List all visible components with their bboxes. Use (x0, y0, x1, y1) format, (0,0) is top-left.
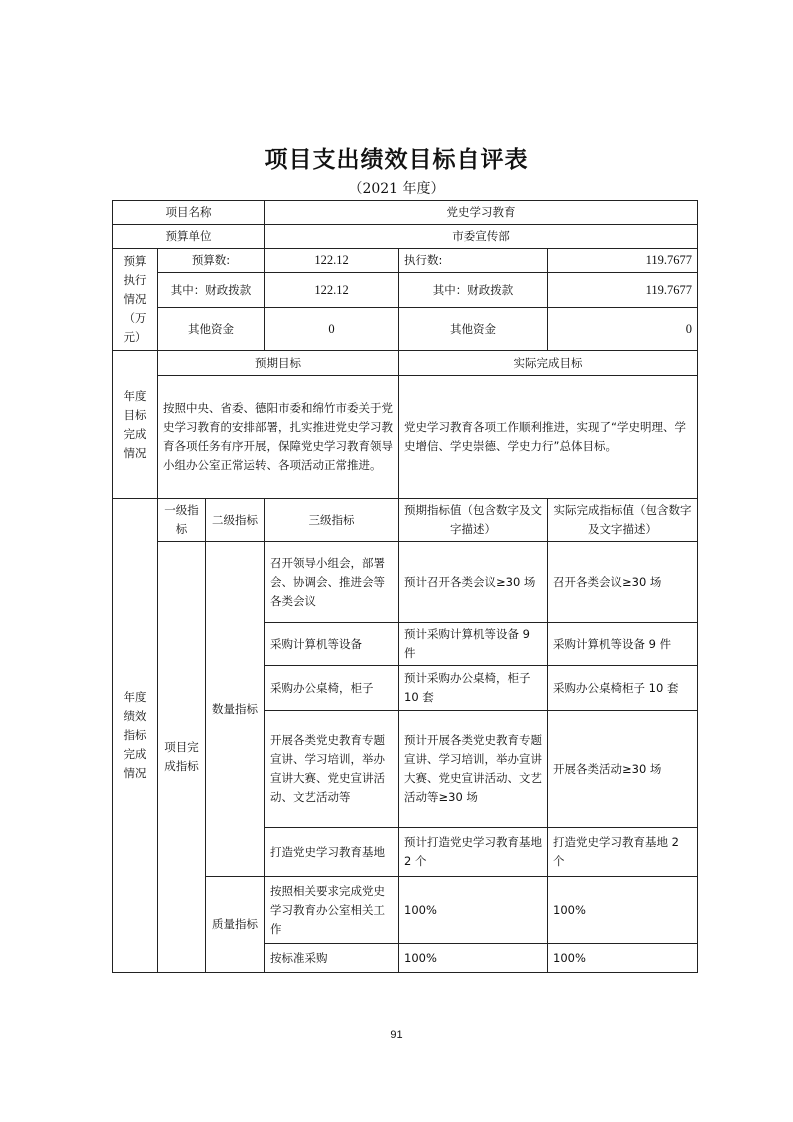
budget-amount-label: 预算数: (158, 249, 265, 273)
row-budget-unit (113, 225, 698, 249)
quantity-indicator-4: 开展各类党史教育专题宣讲、学习培训，举办宣讲大赛、党史宣讲活动、文艺活动等 (265, 711, 399, 828)
quality-actual-2: 100% (548, 944, 698, 973)
quantity-indicator-1: 召开领导小组会，部署会、协调会、推进会等各类会议 (265, 542, 399, 623)
other-label: 其他资金 (158, 308, 265, 351)
budget-exec-label: 预算执行情况（万元） (113, 249, 158, 351)
quantity-actual-5: 打造党史学习教育基地 2 个 (548, 828, 698, 877)
other-exec-value: 0 (548, 308, 698, 351)
quality-indicator-2: 按标准采购 (265, 944, 399, 973)
actual-goal-header: 实际完成目标 (399, 351, 698, 376)
quantity-label: 数量指标 (206, 542, 265, 877)
row-indicator-headers (113, 499, 698, 542)
budget-amount-value: 122.12 (265, 249, 399, 273)
header-level3: 三级指标 (265, 499, 399, 542)
header-level2: 二级指标 (206, 499, 265, 542)
quality-label: 质量指标 (206, 877, 265, 973)
annual-goal-label: 年度目标完成情况 (113, 351, 158, 499)
level1-name: 项目完成指标 (158, 542, 206, 973)
quantity-actual-2: 采购计算机等设备 9 件 (548, 623, 698, 666)
fiscal-budget-value: 122.12 (265, 273, 399, 308)
quantity-expected-3: 预计采购办公桌椅，柜子 10 套 (399, 666, 548, 711)
quantity-expected-2: 预计采购计算机等设备 9 件 (399, 623, 548, 666)
header-expected: 预期指标值（包含数字及文字描述） (399, 499, 548, 542)
row-goal-text (113, 376, 698, 499)
quality-expected-2: 100% (399, 944, 548, 973)
page-title: 项目支出绩效目标自评表 (264, 147, 529, 173)
actual-goal-text: 党史学习教育各项工作顺利推进，实现了“学史明理、学史增信、学史崇德、学史力行”总体目标。 (399, 376, 698, 499)
table-row (113, 542, 698, 623)
quality-expected-1: 100% (399, 877, 548, 944)
row-fiscal (113, 273, 698, 308)
fiscal-exec-label: 其中：财政拨款 (399, 273, 548, 308)
quantity-expected-1: 预计召开各类会议≥30 场 (399, 542, 548, 623)
budget-unit-value: 市委宣传部 (265, 225, 698, 249)
fiscal-exec-value: 119.7677 (548, 273, 698, 308)
page-number: 91 (390, 1029, 403, 1041)
quality-actual-1: 100% (548, 877, 698, 944)
performance-table (112, 200, 698, 973)
expected-goal-text: 按照中央、省委、德阳市委和绵竹市委关于党史学习教育的安排部署，扎实推进党史学习教育各项任务有序开展，保障党史学习教育领导小组办公室正常运转、各项活动正常推进。 (158, 376, 399, 499)
other-budget-value: 0 (265, 308, 399, 351)
quantity-indicator-2: 采购计算机等设备 (265, 623, 399, 666)
other-exec-label: 其他资金 (399, 308, 548, 351)
page-subtitle: （2021 年度） (348, 181, 445, 197)
fiscal-label: 其中：财政拨款 (158, 273, 265, 308)
row-goal-headers (113, 351, 698, 376)
row-project-name (113, 201, 698, 225)
quantity-indicator-3: 采购办公桌椅，柜子 (265, 666, 399, 711)
row-budget-amount (113, 249, 698, 273)
quantity-actual-1: 召开各类会议≥30 场 (548, 542, 698, 623)
exec-amount-value: 119.7677 (548, 249, 698, 273)
header-level1: 一级指标 (158, 499, 206, 542)
budget-unit-label: 预算单位 (113, 225, 265, 249)
quantity-indicator-5: 打造党史学习教育基地 (265, 828, 399, 877)
quantity-actual-3: 采购办公桌椅柜子 10 套 (548, 666, 698, 711)
quality-indicator-1: 按照相关要求完成党史学习教育办公室相关工作 (265, 877, 399, 944)
expected-goal-header: 预期目标 (158, 351, 399, 376)
quantity-expected-5: 预计打造党史学习教育基地 2 个 (399, 828, 548, 877)
quantity-actual-4: 开展各类活动≥30 场 (548, 711, 698, 828)
exec-amount-label: 执行数: (399, 249, 548, 273)
project-name-label: 项目名称 (113, 201, 265, 225)
header-actual: 实际完成指标值（包含数字及文字描述） (548, 499, 698, 542)
project-name-value: 党史学习教育 (265, 201, 698, 225)
quantity-expected-4: 预计开展各类党史教育专题宣讲、学习培训，举办宣讲大赛、党史宣讲活动、文艺活动等≥30 场 (399, 711, 548, 828)
row-other (113, 308, 698, 351)
perf-label: 年度绩效指标完成情况 (113, 499, 158, 973)
